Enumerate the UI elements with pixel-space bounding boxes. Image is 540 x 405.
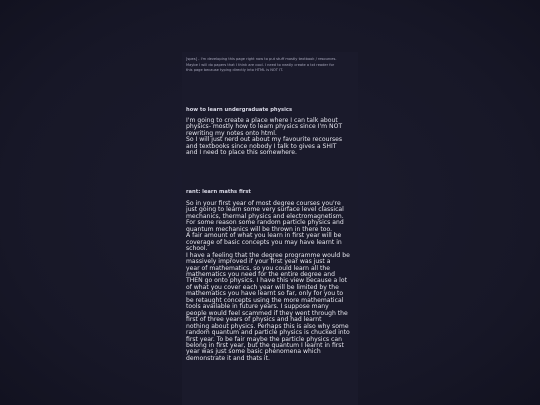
section-body-rant-maths: So in your first year of most degree courses you're just going to learn some very surface level classical mechanics, thermal physics and electromagnetism. For some reason some random particle physics and quantum mechanics will be thrown in there too. A fair amount of what you learn in first year will be coverage of basic concepts you may have learnt in school. I have a feeling that the degree programme would be massively improved if your first year was just a year of mathematics, so you could learn all the mathematics you need for the entire degree and THEN go onto physics. I have this view because a lot of what you cover each year will be limited by the mathematics you have learnt so far, only for you to be retaught concepts using the more mathematical tools available in future years. I suppose many people would feel scammed if they went through the first of three years of physics and had learnt nothing about physics. Perhaps this is also why some random quantum and particle physics is chucked into first year. To be fair maybe the particle physics can belong in first year, but the quantum I learnt in first year was just some basic phenomena which demonstrate it and thats it.	[186, 200, 350, 362]
section-title-learn-physics: how to learn undergraduate physics	[186, 107, 293, 113]
header-note: [spes] - I'm developing this page right now to put stuff mostly textbook / resources. Maybe I will do papers that I think are cool. I need to neatly create a txt reader for this page because typing directly into HTML is NOT IT.	[186, 57, 337, 73]
section-body-learn-physics: I'm going to create a place where I can talk about physics- mostly how to learn physics since I'm NOT rewriting my notes onto html. So I will just nerd out about my favourite recourses and textbooks since nobody I talk to gives a SHIT and I need to place this somewhere.	[186, 117, 343, 157]
section-title-rant-maths: rant: learn maths first	[186, 189, 251, 195]
